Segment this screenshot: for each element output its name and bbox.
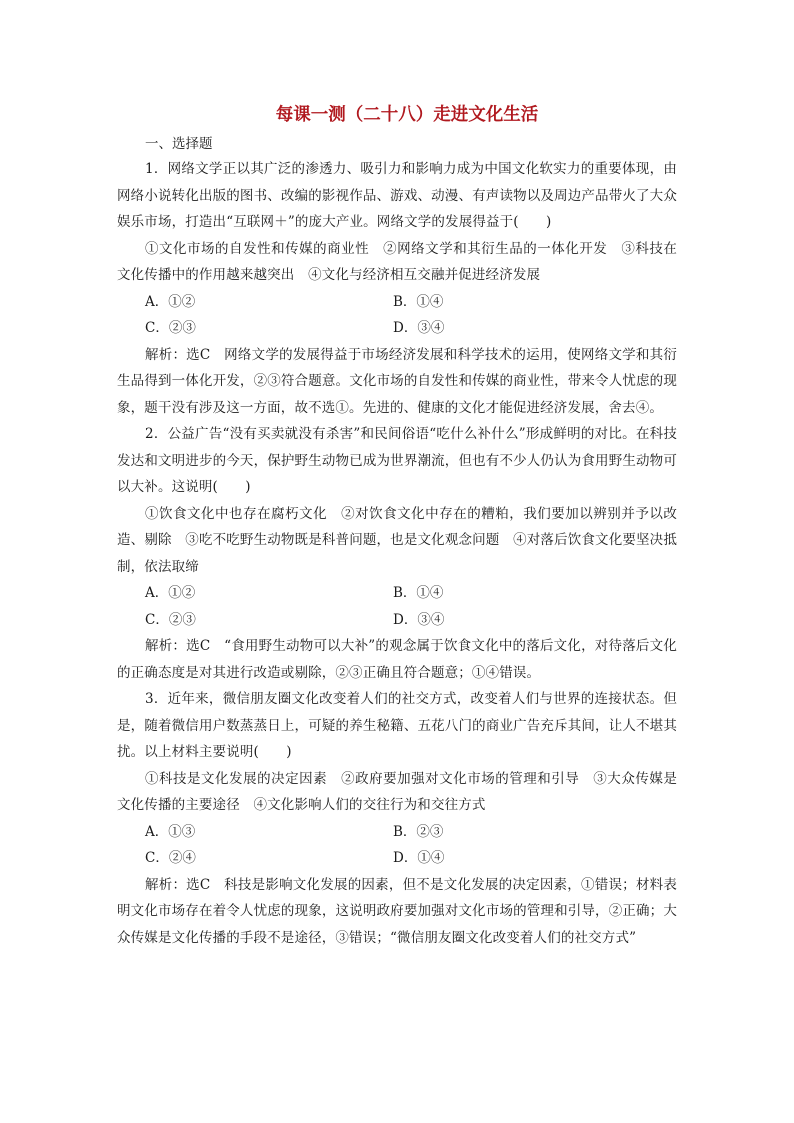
options-row — [117, 289, 677, 316]
option-b: B．②③ — [393, 823, 444, 840]
question-items: ①饮食文化中也存在腐朽文化 ②对饮食文化中存在的糟粕，我们要加以辨别并予以改造、剔除 ③吃不吃野生动物既是科普问题，也是文化观念问题 ④对落后饮食文化要坚决抵制，依法取缔 — [117, 505, 677, 575]
question-analysis: 解析：选C “食用野生动物可以大补”的观念属于饮食文化中的落后文化，对待落后文化的正确态度是对其进行改造或剔除，②③正确且符合题意；①④错误。 — [117, 638, 677, 681]
question-stem: 1．网络文学正以其广泛的渗透力、吸引力和影响力成为中国文化软实力的重要体现，由网络小说转化出版的图书、改编的影视作品、游戏、动漫、有声读物以及周边产品带火了大众娱乐市场，打造出“互联网＋”的庞大产业。网络文学的发展得益于( ) — [117, 161, 677, 230]
question-stem: 2．公益广告“没有买卖就没有杀害”和民间俗语“吃什么补什么”形成鲜明的对比。在科技发达和文明进步的今天，保护野生动物已成为世界潮流，但也有不少人仍认为食用野生动物可以大补。这说明( ) — [117, 426, 677, 495]
question-1 — [117, 156, 677, 421]
option-a: A．①② — [145, 585, 196, 601]
option-d: D．③④ — [393, 320, 445, 336]
options-row — [117, 845, 677, 872]
option-a: A．①③ — [145, 823, 196, 840]
page-title: 每课一测（二十八）走进文化生活 — [275, 105, 539, 125]
options-row — [117, 315, 677, 342]
option-c: C．②③ — [145, 320, 196, 336]
question-analysis: 解析：选C 科技是影响文化发展的因素，但不是文化发展的决定因素，①错误；材料表明文化市场存在着令人忧虑的现象，这说明政府要加强对文化市场的管理和引导，②正确；大众传媒是文化传播的手段不是途径，③错误；“微信朋友圈文化改变着人们的社交方式” — [117, 876, 677, 946]
options-row — [117, 607, 677, 634]
question-items: ①文化市场的自发性和传媒的商业性 ②网络文学和其衍生品的一体化开发 ③科技在文化传播中的作用越来越突出 ④文化与经济相互交融并促进经济发展 — [117, 240, 677, 283]
question-stem: 3．近年来，微信朋友圈文化改变着人们的社交方式，改变着人们与世界的连接状态。但是，随着微信用户数蒸蒸日上，可疑的养生秘籍、五花八门的商业广告充斥其间，让人不堪其扰。以上材料主要说明( ) — [117, 691, 677, 760]
question-analysis: 解析：选C 网络文学的发展得益于市场经济发展和科学技术的运用，使网络文学和其衍生品得到一体化开发，②③符合题意。文化市场的自发性和传媒的商业性，带来令人忧虑的现象，题干没有涉及这一方面，故不选①。先进的、健康的文化才能促进经济发展，舍去④。 — [117, 346, 677, 416]
question-2 — [117, 421, 677, 686]
options-row — [117, 819, 677, 846]
option-c: C．②③ — [145, 611, 196, 628]
question-3 — [117, 686, 677, 951]
question-items: ①科技是文化发展的决定因素 ②政府要加强对文化市场的管理和引导 ③大众传媒是文化传播的主要途径 ④文化影响人们的交往行为和交往方式 — [117, 770, 677, 813]
option-d: D．①④ — [393, 850, 445, 866]
option-b: B．①④ — [393, 293, 444, 310]
document-body — [117, 100, 677, 951]
option-d: D．③④ — [393, 611, 445, 628]
options-row — [117, 580, 677, 607]
option-b: B．①④ — [393, 585, 444, 601]
option-a: A．①② — [145, 293, 196, 310]
option-c: C．②④ — [145, 850, 196, 866]
section-heading: 一、选择题 — [145, 136, 213, 152]
